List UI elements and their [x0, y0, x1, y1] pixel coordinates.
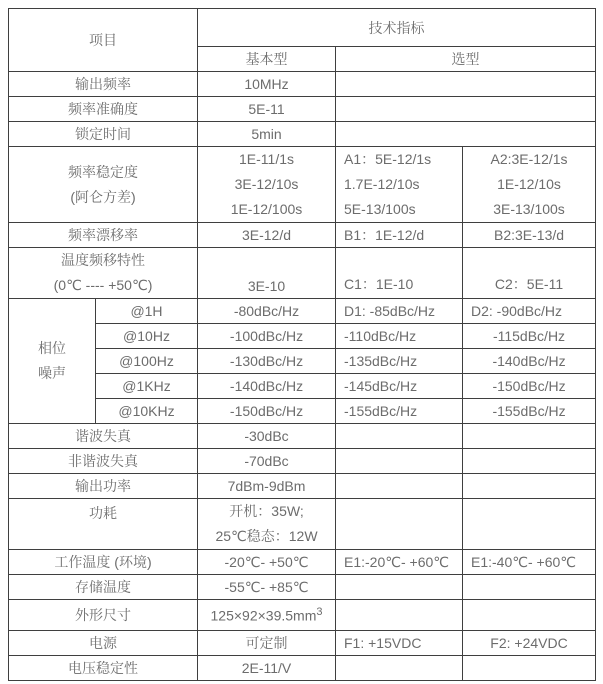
row-label [9, 248, 198, 299]
option2-value: -150dBc/Hz [463, 374, 596, 399]
row-label: 外形尺寸 [9, 600, 198, 631]
empty-cell [336, 656, 463, 681]
option2-value: B2:3E-13/d [463, 223, 596, 248]
row-label: 功耗 [9, 499, 198, 550]
basic-value: -55℃- +85℃ [198, 575, 336, 600]
table-row [9, 72, 596, 97]
value-line: A1：5E-12/1s [344, 151, 432, 167]
option2-value [463, 147, 596, 223]
basic-value: 3E-10 [198, 248, 336, 299]
empty-cell [336, 499, 463, 550]
table-row [9, 656, 596, 681]
table-row [9, 399, 596, 424]
basic-value: 5E-11 [198, 97, 336, 122]
table-row [9, 499, 596, 550]
value-line: 5E-13/100s [344, 201, 416, 217]
row-label: 存储温度 [9, 575, 198, 600]
sub-row-label: @10KHz [96, 399, 198, 424]
row-label: 谐波失真 [9, 424, 198, 449]
table-row [9, 223, 596, 248]
option1-value: F1: +15VDC [336, 631, 463, 656]
row-label: 锁定时间 [9, 122, 198, 147]
basic-value: 3E-12/d [198, 223, 336, 248]
row-label-line: 频率稳定度 [68, 163, 138, 180]
row-label-line: (0℃ ---- +50℃) [53, 277, 153, 293]
value-line: 25℃稳态：12W [215, 528, 318, 544]
table-row [9, 97, 596, 122]
empty-cell [463, 474, 596, 499]
option1-value: -110dBc/Hz [336, 324, 463, 349]
dimensions-value: 125×92×39.5mm [210, 607, 317, 624]
row-label-line: 相位 [38, 340, 66, 356]
option2-value: -115dBc/Hz [463, 324, 596, 349]
table-row [9, 631, 596, 656]
dimensions-superscript: 3 [316, 606, 323, 619]
header-tech-spec-cell: 技术指标 [198, 9, 596, 47]
option2-value: D2: -90dBc/Hz [463, 299, 596, 324]
table-row [9, 324, 596, 349]
table-row [9, 575, 596, 600]
table-row [9, 248, 596, 299]
basic-value: -150dBc/Hz [198, 399, 336, 424]
row-label-line: 温度频移特性 [61, 252, 145, 268]
spec-table [8, 8, 596, 681]
value-line: 1.7E-12/10s [344, 176, 420, 192]
empty-cell [463, 449, 596, 474]
basic-value: -80dBc/Hz [198, 299, 336, 324]
basic-value [198, 600, 336, 631]
row-label: 工作温度 (环境) [9, 550, 198, 575]
table-row [9, 474, 596, 499]
empty-cell [463, 656, 596, 681]
option2-value: F2: +24VDC [463, 631, 596, 656]
empty-cell [336, 575, 463, 600]
basic-value: -130dBc/Hz [198, 349, 336, 374]
value-line: 3E-13/100s [493, 201, 565, 217]
option1-value [336, 147, 463, 223]
table-header-row-1 [9, 9, 596, 47]
table-row [9, 449, 596, 474]
sub-row-label: @100Hz [96, 349, 198, 374]
table-row [9, 147, 596, 223]
row-label: 输出功率 [9, 474, 198, 499]
basic-value: -140dBc/Hz [198, 374, 336, 399]
basic-value: -30dBc [198, 424, 336, 449]
empty-cell [463, 575, 596, 600]
row-label: 电源 [9, 631, 198, 656]
basic-value: -100dBc/Hz [198, 324, 336, 349]
row-label: 频率准确度 [9, 97, 198, 122]
row-label: 电压稳定性 [9, 656, 198, 681]
basic-value: -20℃- +50℃ [198, 550, 336, 575]
value-line: 1E-12/10s [497, 176, 561, 192]
basic-value: 2E-11/V [198, 656, 336, 681]
option1-value: B1：1E-12/d [336, 223, 463, 248]
empty-cell [336, 449, 463, 474]
table-row [9, 299, 596, 324]
option1-value: -135dBc/Hz [336, 349, 463, 374]
basic-value: -70dBc [198, 449, 336, 474]
option1-value: -145dBc/Hz [336, 374, 463, 399]
basic-value: 7dBm-9dBm [198, 474, 336, 499]
option1-value: D1: -85dBc/Hz [336, 299, 463, 324]
empty-cell [336, 424, 463, 449]
option1-value: C1：1E-10 [336, 248, 463, 299]
basic-value: 5min [198, 122, 336, 147]
empty-cell [336, 72, 596, 97]
table-row [9, 550, 596, 575]
row-label-line: 噪声 [38, 365, 66, 381]
empty-cell [463, 424, 596, 449]
row-label: 非谐波失真 [9, 449, 198, 474]
sub-row-label: @1KHz [96, 374, 198, 399]
basic-value: 10MHz [198, 72, 336, 97]
table-row [9, 600, 596, 631]
option2-value: -155dBc/Hz [463, 399, 596, 424]
table-row [9, 424, 596, 449]
basic-value [198, 147, 336, 223]
empty-cell [336, 122, 596, 147]
sub-row-label: @1H [96, 299, 198, 324]
option2-value: C2：5E-11 [463, 248, 596, 299]
empty-cell [463, 499, 596, 550]
value-line: 3E-12/10s [234, 176, 299, 192]
table-row [9, 374, 596, 399]
row-label: 输出频率 [9, 72, 198, 97]
header-basic-cell: 基本型 [198, 47, 336, 72]
option2-value: -140dBc/Hz [463, 349, 596, 374]
option1-value: -155dBc/Hz [336, 399, 463, 424]
value-line: A2:3E-12/1s [490, 151, 568, 167]
value-line: 1E-12/100s [230, 201, 303, 217]
empty-cell [463, 600, 596, 631]
header-optional-cell: 选型 [336, 47, 596, 72]
empty-cell [336, 600, 463, 631]
value-line: 开机：35W; [229, 503, 304, 519]
basic-value: 可定制 [198, 631, 336, 656]
value-line: 1E-11/1s [239, 151, 294, 167]
header-item-cell: 项目 [9, 9, 198, 72]
row-label [9, 147, 198, 223]
empty-cell [336, 97, 596, 122]
table-row [9, 349, 596, 374]
row-label-line: (阿仑方差) [70, 188, 136, 205]
basic-value [198, 499, 336, 550]
phase-noise-label [9, 299, 96, 424]
sub-row-label: @10Hz [96, 324, 198, 349]
row-label: 频率漂移率 [9, 223, 198, 248]
table-row [9, 122, 596, 147]
option1-value: E1:-20℃- +60℃ [336, 550, 463, 575]
option2-value: E1:-40℃- +60℃ [463, 550, 596, 575]
empty-cell [336, 474, 463, 499]
